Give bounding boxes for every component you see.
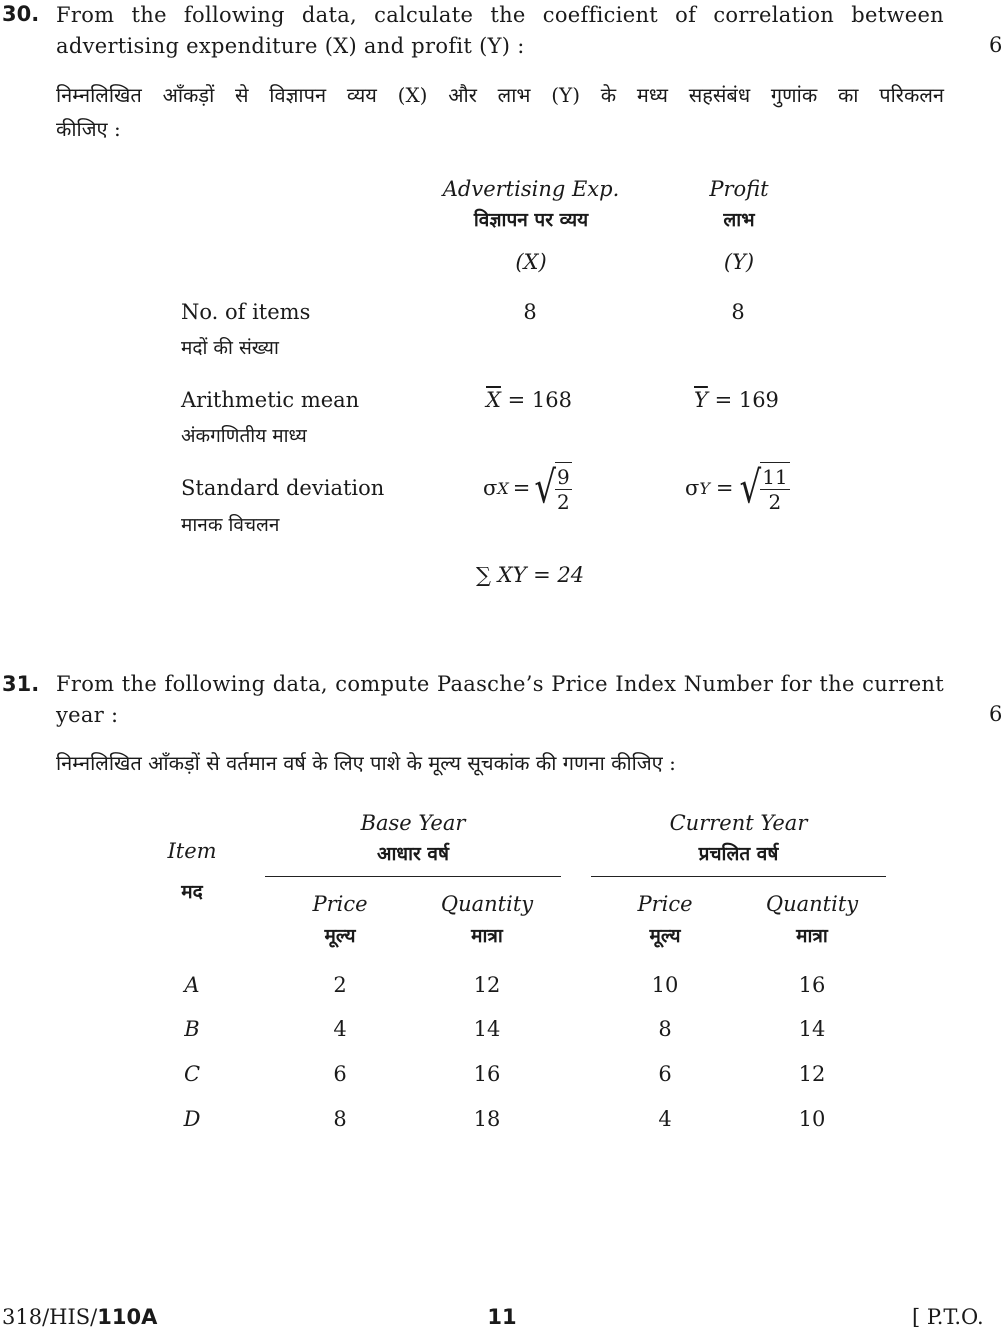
question-30-text-en-line2: advertising expenditure (X) and profit (Y) : <box>56 34 525 58</box>
x-mean-value: = 168 <box>507 388 572 412</box>
row-items-label-en: No. of items <box>181 300 311 324</box>
item-header-en: Item <box>167 839 217 863</box>
row-items-label-hi: मदों की संख्या <box>181 337 279 359</box>
paper-code-prefix: 318/HIS/ <box>2 1305 98 1329</box>
radical-sign: √ <box>739 462 762 514</box>
row-items-x: 8 <box>523 300 537 324</box>
sqrt-x <box>534 462 571 514</box>
question-30-text-en-line1: From the following data, calculate the coefficient of correlation between <box>56 3 944 27</box>
table-row-base-price: 2 <box>333 973 347 997</box>
base-qty-header-hi: मात्रा <box>471 925 503 947</box>
row-sd-y <box>685 462 790 514</box>
row-sd-label-en: Standard deviation <box>181 476 385 500</box>
col-x-header-hi: विज्ञापन पर व्यय <box>473 209 589 231</box>
table-row-item: D <box>183 1107 201 1131</box>
table-row-item: C <box>183 1062 201 1086</box>
sigma-y-symbol: σ <box>685 476 700 500</box>
paper-code-bold: 110A <box>97 1305 158 1329</box>
current-year-header-en: Current Year <box>669 811 808 835</box>
base-price-header-en: Price <box>312 892 368 916</box>
sqrt-y <box>740 462 790 514</box>
fraction-x-denominator: 2 <box>557 490 570 514</box>
y-mean-value: = 169 <box>714 388 779 412</box>
table-row-item: A <box>184 973 200 997</box>
table-row-base-qty: 14 <box>473 1017 501 1041</box>
table-row-current-price: 6 <box>658 1062 672 1086</box>
question-30-number: 30. <box>2 2 40 26</box>
y-bar-symbol: $\overline{Y}$ <box>694 388 708 412</box>
current-year-header-hi: प्रचलित वर्ष <box>698 843 779 865</box>
question-31-text-hi: निम्नलिखित आँकड़ों से वर्तमान वर्ष के लिए पाशे के मूल्य सूचकांक की गणना कीजिए : <box>56 751 676 775</box>
sigma-x-equals: = <box>512 476 531 500</box>
fraction-x <box>555 465 572 514</box>
table-row-base-price: 8 <box>333 1107 347 1131</box>
row-items-y: 8 <box>731 300 745 324</box>
current-price-header-hi: मूल्य <box>649 925 681 947</box>
table-row-item: B <box>184 1017 200 1041</box>
table-row-current-qty: 14 <box>798 1017 826 1041</box>
col-y-header-en: Profit <box>709 177 769 201</box>
table-row-base-qty: 16 <box>473 1062 501 1086</box>
table-row-current-qty: 16 <box>798 973 826 997</box>
col-x-header-en: Advertising Exp. <box>442 177 620 201</box>
fraction-y-numerator: 11 <box>762 465 788 489</box>
base-year-header-en: Base Year <box>360 811 466 835</box>
current-year-rule <box>591 876 886 877</box>
row-mean-x <box>486 388 572 412</box>
current-price-header-en: Price <box>637 892 693 916</box>
pto-label: [ P.T.O. <box>912 1305 984 1329</box>
fraction-y <box>760 465 789 514</box>
row-mean-y <box>694 388 779 412</box>
table-row-current-qty: 10 <box>798 1107 826 1131</box>
col-y-header-hi: लाभ <box>723 209 755 231</box>
radical-sign: √ <box>534 462 557 514</box>
col-x-symbol: (X) <box>515 250 547 274</box>
current-qty-header-hi: मात्रा <box>796 925 828 947</box>
question-30-text-hi-line1: निम्नलिखित आँकड़ों से विज्ञापन व्यय (X) और लाभ (Y) के मध्य सहसंबंध गुणांक का परिकलन <box>56 83 944 107</box>
table-row-current-price: 8 <box>658 1017 672 1041</box>
sum-xy: ∑ XY = 24 <box>476 563 585 587</box>
row-sd-x <box>483 462 572 514</box>
table-row-base-price: 6 <box>333 1062 347 1086</box>
row-sd-label-hi: मानक विचलन <box>181 514 280 536</box>
x-bar-symbol: $\overline{X}$ <box>486 388 501 412</box>
table-row-base-qty: 18 <box>473 1107 501 1131</box>
sigma-y-equals: = <box>715 476 734 500</box>
table-row-current-price: 10 <box>651 973 679 997</box>
row-mean-label-en: Arithmetic mean <box>181 388 360 412</box>
base-price-header-hi: मूल्य <box>324 925 356 947</box>
paper-code <box>2 1305 157 1329</box>
table-row-current-qty: 12 <box>798 1062 826 1086</box>
table-row-base-price: 4 <box>333 1017 347 1041</box>
table-row-current-price: 4 <box>658 1107 672 1131</box>
question-31-number: 31. <box>2 672 40 696</box>
sigma-y-subscript: Y <box>699 478 710 498</box>
row-mean-label-hi: अंकगणितीय माध्य <box>181 425 307 447</box>
question-30-marks: 6 <box>989 33 1003 57</box>
sigma-x-symbol: σ <box>483 476 498 500</box>
base-year-header-hi: आधार वर्ष <box>377 843 449 865</box>
base-year-rule <box>265 876 561 877</box>
question-31-text-en-line2: year : <box>56 703 119 727</box>
base-qty-header-en: Quantity <box>440 892 534 916</box>
sigma-x-subscript: X <box>497 478 509 498</box>
question-31-text-en-line1: From the following data, compute Paasche’s Price Index Number for the current <box>56 672 944 696</box>
fraction-x-numerator: 9 <box>557 465 570 489</box>
table-row-base-qty: 12 <box>473 973 501 997</box>
current-qty-header-en: Quantity <box>765 892 859 916</box>
col-y-symbol: (Y) <box>723 250 755 274</box>
item-header-hi: मद <box>181 881 203 903</box>
page-number: 11 <box>487 1305 517 1329</box>
question-31-marks: 6 <box>989 702 1003 726</box>
fraction-y-denominator: 2 <box>768 490 782 514</box>
question-30-text-hi-line2: कीजिए : <box>56 117 121 141</box>
